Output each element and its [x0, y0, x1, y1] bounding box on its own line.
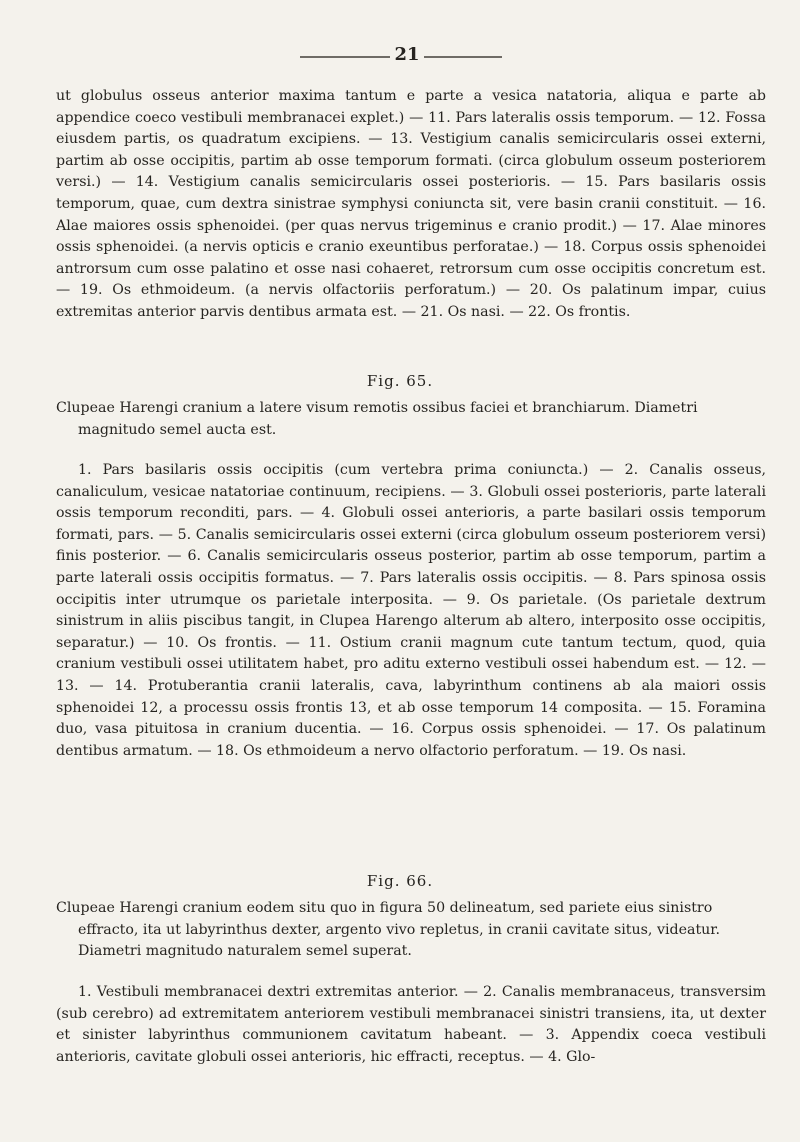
figure-65-description: [56, 398, 766, 441]
figure-66-description-continuation: effracto, ita ut labyrinthus dexter, argento vivo repletus, in cranii cavitate situs, videatur. Diametri magnitudo naturalem semel superat.: [78, 921, 721, 960]
figure-65-legend: 1. Pars basilaris ossis occipitis (cum vertebra prima coniuncta.) — 2. Canalis osseus, canaliculum, vesicae natatoriae continuum, recipiens. — 3. Globuli ossei posterioris, parte laterali ossis temporum reconditi, pars. — 4. Globuli ossei anterioris, a parte basilari ossis temporum formati, pars. — 5. Canalis semicircularis ossei externi (circa globulum osseum posteriorem versi) finis posterior. — 6. Canalis semicircularis osseus posterior, partim ab osse temporum, partim a parte laterali ossis occipitis formatus. — 7. Pars lateralis ossis occipitis. — 8. Pars spinosa ossis occipitis inter utrumque os parietale interposita. — 9. Os parietale. (Os parietale dextrum sinistrum in aliis piscibus tangit, in Clupea Harengo alterum ab altero, interposito osse occipitis, separatur.) — 10. Os frontis. — 11. Ostium cranii magnum cute tantum tectum, quod, quia cranium vestibuli ossei utilitatem habet, pro aditu externo vestibuli ossei habendum est. — 12. — 13. — 14. Protuberantia cranii lateralis, cava, labyrinthum continens ab ala maiori ossis sphenoidei 12, a processu ossis frontis 13, et ab osse temporum 14 composita. — 15. Foramina duo, vasa pituitosa in cranium ducentia. — 16. Corpus ossis sphenoidei. — 17. Os palatinum dentibus armatum. — 18. Os ethmoideum a nervo olfactorio perforatum. — 19. Os nasi.: [56, 462, 766, 759]
figure-66-description: [56, 898, 766, 963]
page-header: [0, 40, 800, 70]
figure-65-description-first-line: Clupeae Harengi cranium a latere visum remotis ossibus faciei et branchiarum. Diametri: [56, 400, 698, 416]
intro-paragraph: ut globulus osseus anterior maxima tantum e parte a vesica natatoria, aliqua e parte ab appendice coeco vestibuli membranacei explet.) — 11. Pars lateralis ossis temporum. — 12. Fossa eiusdem partis, os quadratum excipiens. — 13. Vestigium canalis semicircularis ossei externi, partim ab osse occipitis, partim ab osse temporum formati. (circa globulum osseum posteriorem versi.) — 14. Vestigium canalis semicircularis ossei posterioris. — 15. Pars basilaris ossis temporum, quae, cum dextra sinistrae symphysi coniuncta sit, vere basin cranii constituit. — 16. Alae maiores ossis sphenoidei. (per quas nervus trigeminus e cranio prodit.) — 17. Alae minores ossis sphenoidei. (a nervis opticis e cranio exeuntibus perforatae.) — 18. Corpus ossis sphenoidei antrorsum cum osse palatino et osse nasi cohaeret, retrorsum cum osse occipitis concretum est. — 19. Os ethmoideum. (a nervis olfactoriis perforatum.) — 20. Os palatinum impar, cuius extremitas anterior parvis dentibus armata est. — 21. Os nasi. — 22. Os frontis.: [56, 88, 766, 320]
figure-65-description-continuation: magnitudo semel aucta est.: [78, 421, 277, 438]
page-number: 21: [394, 44, 420, 65]
figure-66-caption: Fig. 66.: [366, 872, 434, 890]
figure-66-legend: 1. Vestibuli membranacei dextri extremitas anterior. — 2. Canalis membranaceus, transversim (sub cerebro) ad extremitatem anteriorem vestibuli membranacei sinistri transiens, ita, ut dexter et sinister labyrinthus communionem cavitatum habeant. — 3. Appendix coeca vestibuli anterioris, cavitate globuli ossei anterioris, hic effracti, receptus. — 4. Glo-: [56, 984, 766, 1065]
figure-65-caption: Fig. 65.: [366, 372, 434, 390]
header-rule-right: [424, 56, 502, 58]
figure-66-description-first-line: Clupeae Harengi cranium eodem situ quo in figura 50 delineatum, sed pariete eius sinistro: [56, 900, 713, 916]
header-rule-left: [300, 56, 390, 58]
